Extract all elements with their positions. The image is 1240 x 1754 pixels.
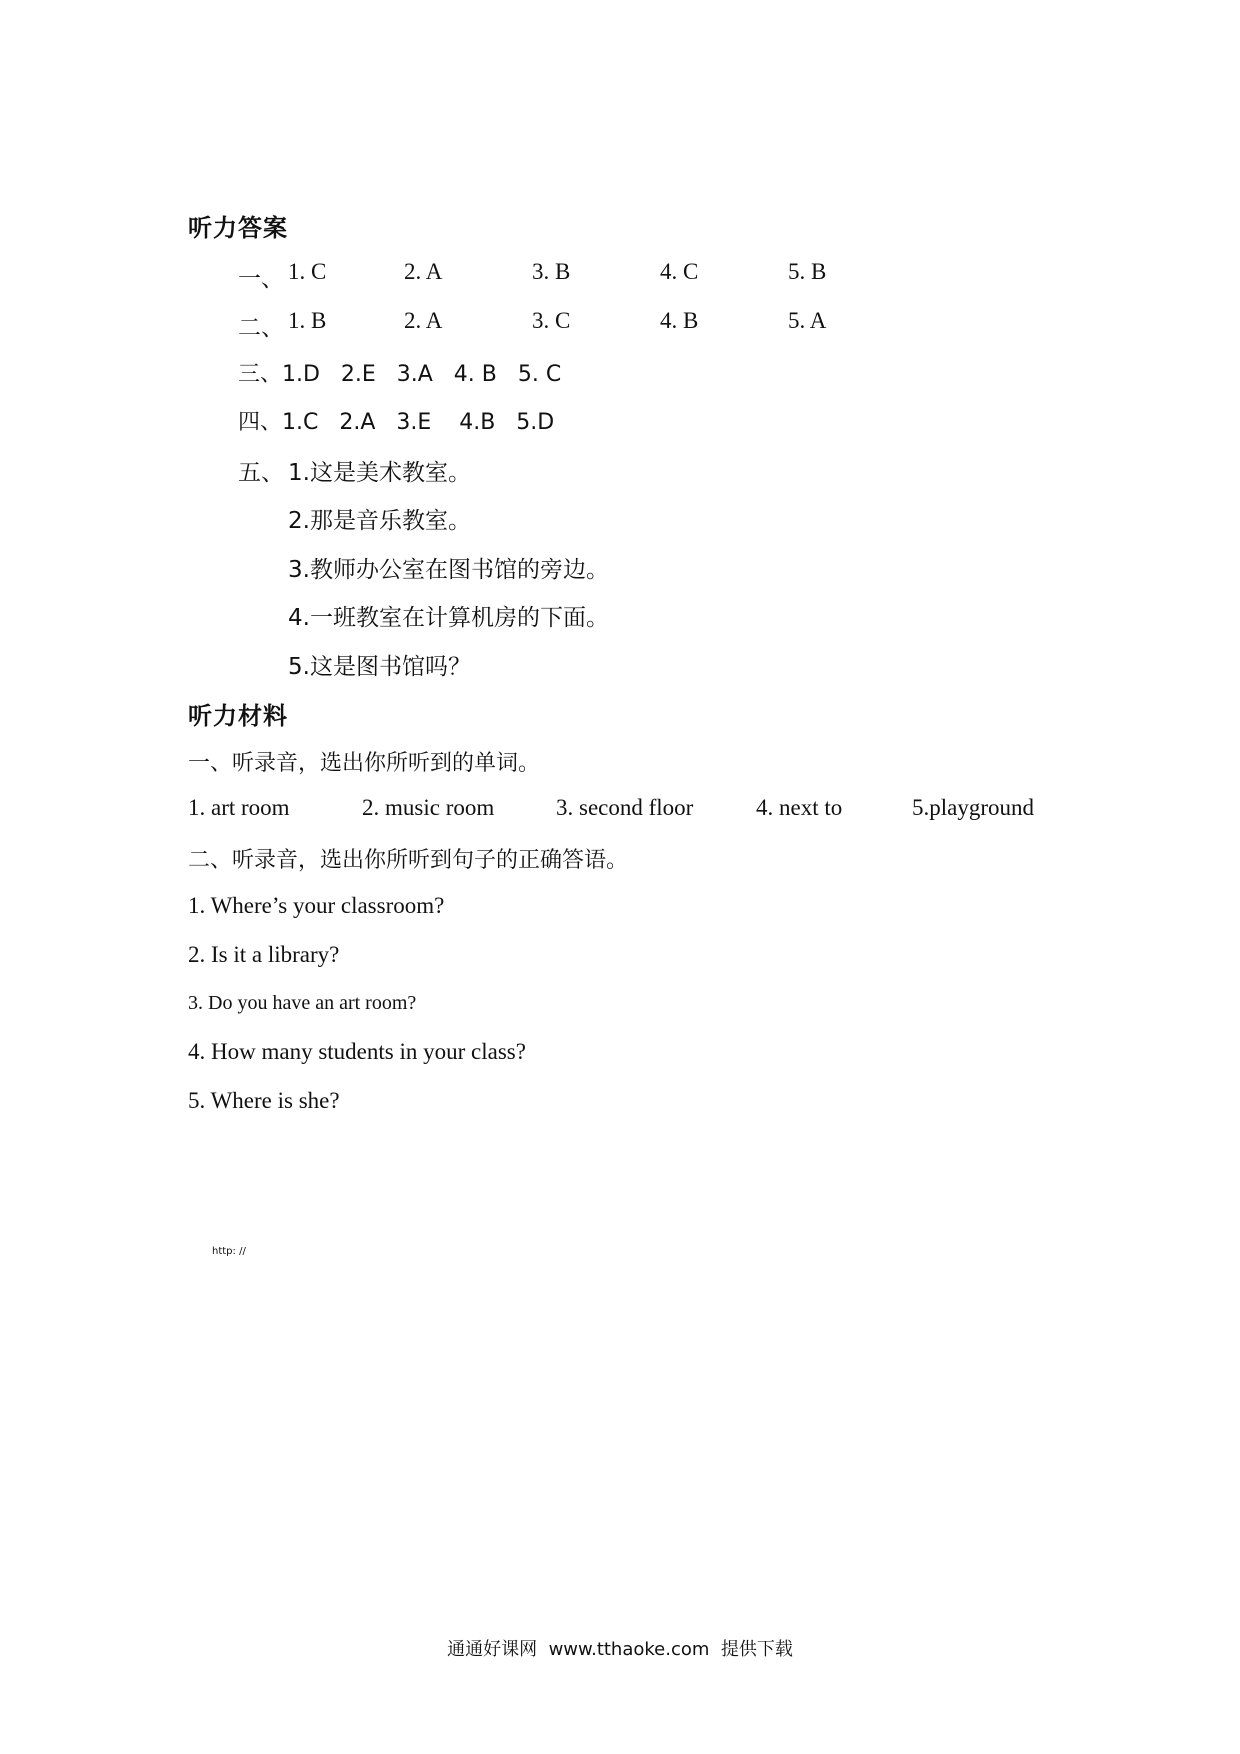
word-item: 3. second floor — [556, 795, 694, 820]
answer-item: 3. B — [532, 259, 571, 284]
section-1-instruction: 一、听录音，选出你所听到的单词。 — [188, 751, 541, 776]
sentence-item: 2. Is it a library? — [188, 942, 340, 967]
translation-item: 2.那是音乐教室。 — [288, 508, 471, 534]
answers-row-3: 三、1.D 2.E 3.A 4. B 5. C — [238, 362, 562, 387]
row-prefix: 五、 — [238, 460, 284, 486]
translation-item: 1.这是美术教室。 — [288, 460, 471, 486]
section-2-instruction: 二、听录音，选出你所听到句子的正确答语。 — [188, 848, 629, 873]
answer-item: 4. C — [660, 259, 699, 284]
sentence-item: 4. How many students in your class? — [188, 1039, 526, 1064]
answer-item: 1. C — [288, 259, 327, 284]
translation-item: 5.这是图书馆吗？ — [288, 654, 471, 680]
sentence-item: 3. Do you have an art room? — [188, 992, 417, 1014]
word-item: 2. music room — [362, 795, 495, 820]
answer-item: 5. A — [788, 308, 827, 333]
sentence-item: 5. Where is she? — [188, 1088, 340, 1113]
row-prefix: 二、 — [238, 315, 284, 341]
answers-row-4: 四、1.C 2.A 3.E 4.B 5.D — [238, 410, 555, 435]
sentence-item: 1. Where’s your classroom? — [188, 893, 445, 918]
word-item: 4. next to — [756, 795, 843, 820]
word-item: 1. art room — [188, 795, 290, 820]
row-prefix: 一、 — [238, 266, 284, 292]
answer-item: 2. A — [404, 259, 443, 284]
answer-item: 5. B — [788, 259, 827, 284]
answer-item: 1. B — [288, 308, 327, 333]
materials-title: 听力材料 — [188, 702, 288, 730]
stray-url-text: http: // — [212, 1246, 246, 1257]
answer-item: 4. B — [660, 308, 699, 333]
translation-item: 4.一班教室在计算机房的下面。 — [288, 605, 609, 631]
answers-title: 听力答案 — [188, 214, 288, 242]
translation-item: 3.教师办公室在图书馆的旁边。 — [288, 557, 609, 583]
answer-item: 3. C — [532, 308, 571, 333]
answer-item: 2. A — [404, 308, 443, 333]
page-footer: 通通好课网 www.tthaoke.com 提供下载 — [447, 1639, 793, 1660]
word-item: 5.playground — [912, 795, 1035, 820]
